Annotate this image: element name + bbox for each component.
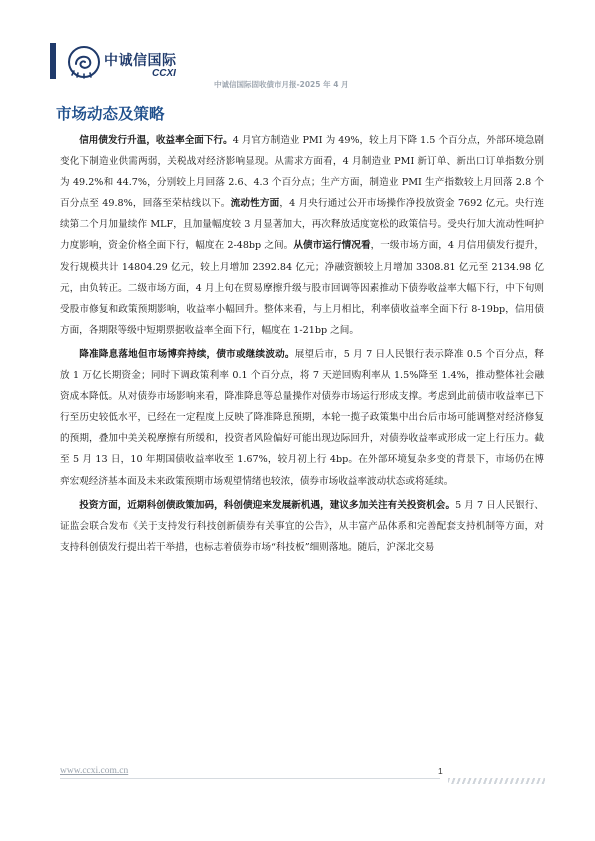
paragraph-1-heading-market: 从债市运行情况看 <box>293 240 371 252</box>
company-logo <box>66 44 206 84</box>
paragraph-1-text-c: ，一级市场方面，4 月信用债发行提升，发行规模共计 14804.29 亿元，较上月增加 2392.84 亿元；净融资额较上月增加 3308.81 亿元至 2134.98 亿元，由负转正。二级市场方面，4 月上旬在贸易摩擦升级与股市回调等因素推动下债券收益率大幅下行，中下旬则受股市修复和政策预期影响，收益率小幅回升。整体来看，与上月相比，利率债收益率全面下行 8-19bp，信用债方面，各期限等级中短期票据收益率全面下行，幅度在 1-21bp 之间。 <box>60 240 545 336</box>
paragraph-3 <box>60 495 544 558</box>
section-title: 市场动态及策略 <box>56 105 165 123</box>
paragraph-2-text: 展望后市，5 月 7 日人民银行表示降准 0.5 个百分点，释放 1 万亿长期资金；同时下调政策利率 0.1 个百分点，将 7 天逆回购利率从 1.5%降至 1.4%，推动整体社会融资成本降低。从对债券市场影响来看，降准降息等总量操作对债券市场运行形成支撑。考虑到此前债市收益率已下行至历史较低水平，已经在一定程度上反映了降准降息预期，本轮一揽子政策集中出台后市场可能调整对经济修复的预期，叠加中美关税摩擦有所缓和，投资者风险偏好可能出现边际回升，对债券收益率或形成一定上行压力。截至 5 月 13 日，10 年期国债收益率收至 1.67%，较月初上行 4bp。在外部环境复杂多变的背景下，市场仍在博弈宏观经济基本面及未来政策预期市场观望情绪也较浓，债券市场收益率波动状态或将延续。 <box>60 348 545 487</box>
footer-website-link[interactable]: www.ccxi.com.cn <box>60 766 129 776</box>
paragraph-1-text-b: ，4 月央行通过公开市场操作净投放资金 7692 亿元。央行连续第二个月加量续作 MLF，且加量幅度较 3 月显著加大，再次释放适度宽松的政策信号。受央行加大流动性呵护力度影响，资金价格全面下行，幅度在 2-48bp 之间。 <box>60 198 545 252</box>
paragraph-2 <box>60 344 544 492</box>
paragraph-1-lead: 信用债发行升温，收益率全面下行。 <box>79 135 233 146</box>
article-body <box>60 130 544 561</box>
page-header <box>0 0 595 100</box>
header-accent-bar <box>50 43 56 79</box>
paragraph-1-heading-liquidity: 流动性方面 <box>230 198 280 210</box>
paragraph-3-text: 5 月 7 日人民银行、证监会联合发布《关于支持发行科技创新债券有关事宜的公告》，从丰富产品体系和完善配套支持机制等方面，对支持科创债发行提出若干举措，也标志着债券市场“科技板”细则落地。随后，沪深北交易 <box>60 499 545 553</box>
footer-divider <box>60 778 440 779</box>
paragraph-1-text-a: 4 月官方制造业 PMI 为 49%，较上月下降 1.5 个百分点，外部环境急剧变化下制造业供需两弱，关税战对经济影响显现。从需求方面看，4 月制造业 PMI 新订单、新出口订单指数分别为 49.2%和 44.7%，分别较上月回落 2.6、4.3 个百分点；生产方面，制造业 PMI 生产指数较上月回落 2.8 个百分点至 49.8%，回落至荣枯线以下。 <box>60 135 544 210</box>
logo-chinese-name: 中诚信国际 <box>104 53 177 69</box>
logo-emblem-icon <box>66 44 102 80</box>
logo-english-name: CCXI <box>152 68 176 79</box>
paragraph-1 <box>60 130 544 341</box>
report-title: 中诚信国际固收债市月报-2025 年 4 月 <box>214 80 349 89</box>
page-number: 1 <box>438 766 443 776</box>
footer-hatch-decoration <box>448 778 545 784</box>
paragraph-2-lead: 降准降息落地但市场博弈持续，债市或继续波动。 <box>79 348 295 360</box>
paragraph-3-lead: 投资方面，近期科创债政策加码，科创债迎来发展新机遇，建议多加关注有关投资机会。 <box>79 499 456 511</box>
